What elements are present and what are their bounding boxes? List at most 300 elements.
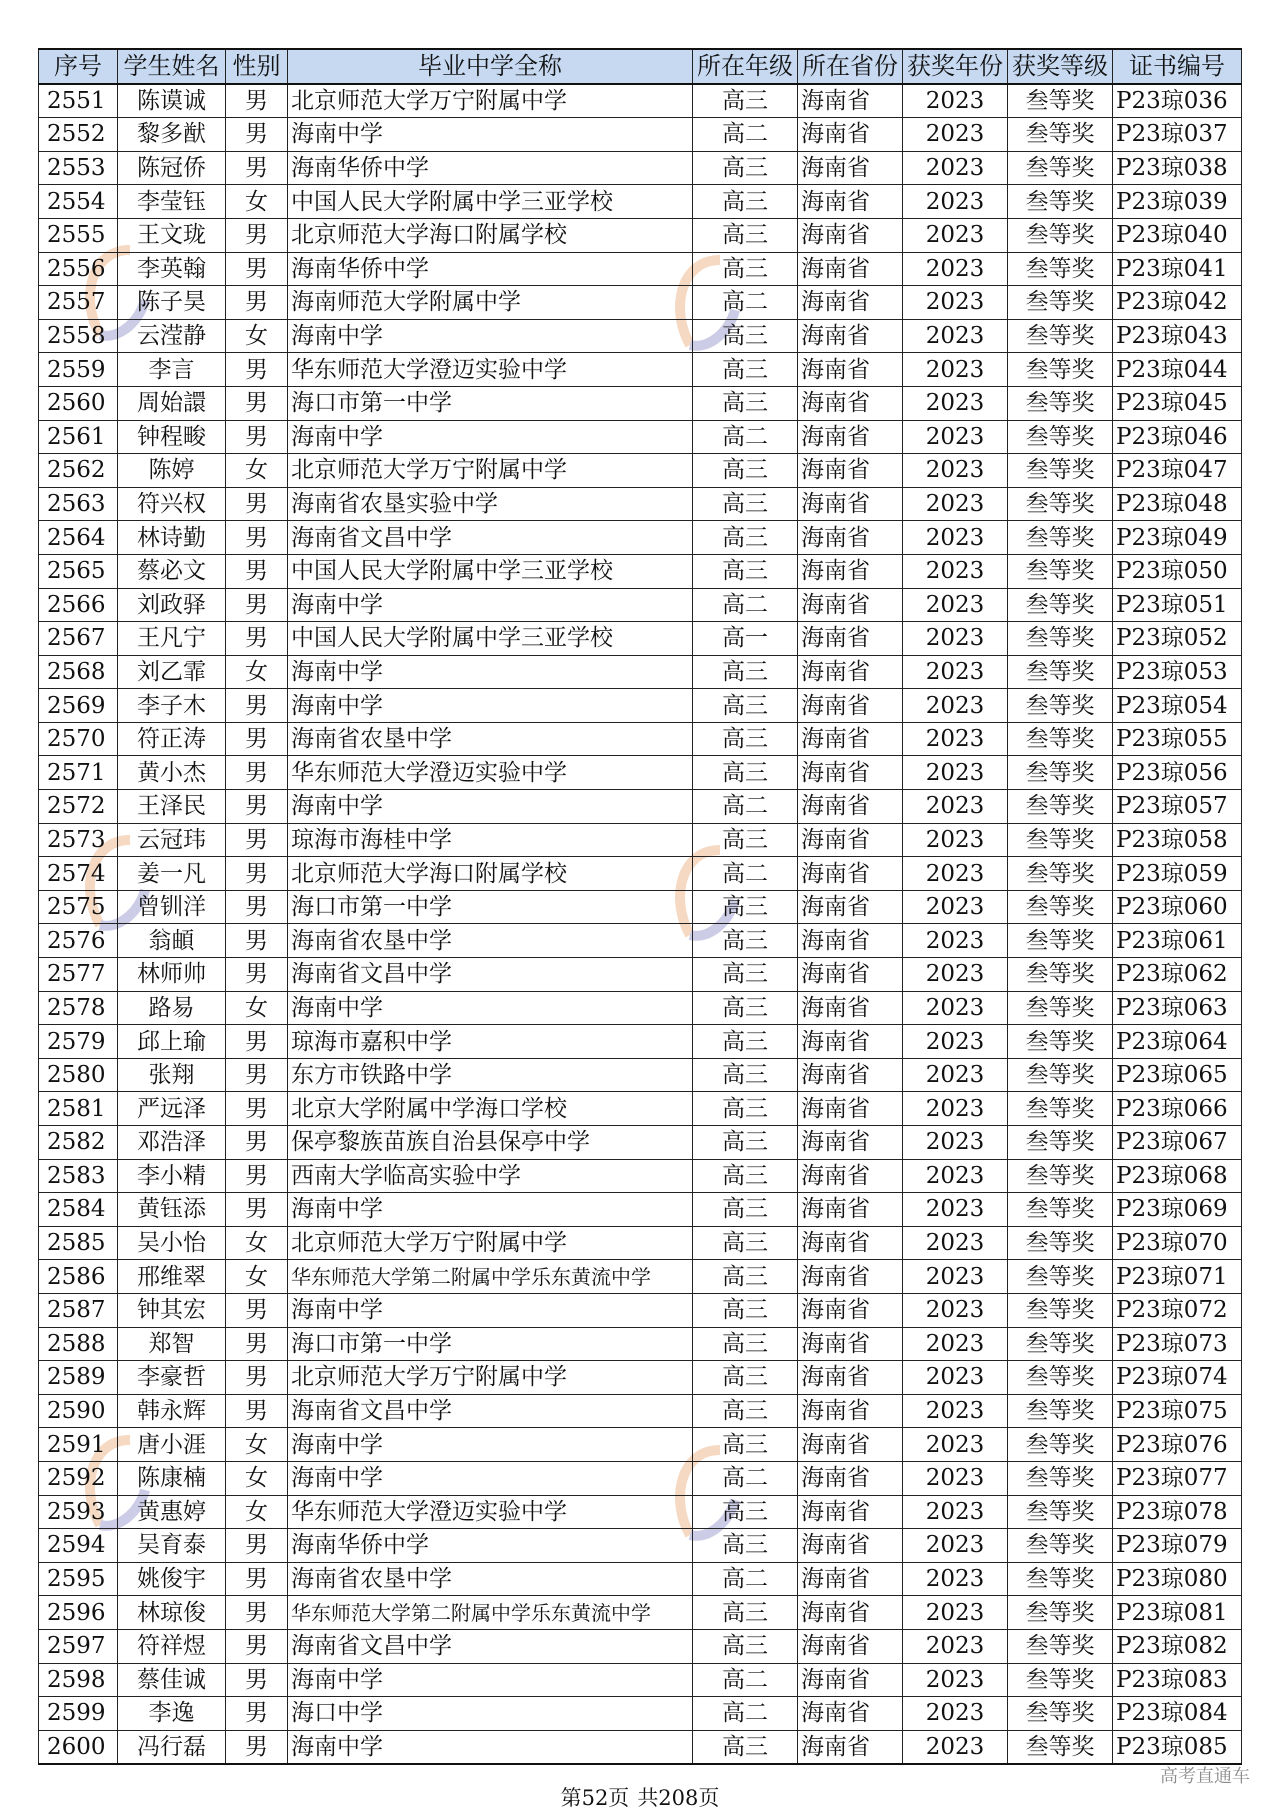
cell-certificate: P23琼048 bbox=[1113, 487, 1242, 521]
cell-gender: 男 bbox=[226, 1293, 288, 1327]
cell-year: 2023 bbox=[903, 521, 1008, 555]
cell-certificate: P23琼061 bbox=[1113, 924, 1242, 958]
cell-year: 2023 bbox=[903, 218, 1008, 252]
cell-gender: 男 bbox=[226, 622, 288, 656]
cell-province: 海南省 bbox=[798, 386, 903, 420]
cell-name: 陈子昊 bbox=[118, 286, 226, 320]
cell-gender: 男 bbox=[226, 1025, 288, 1059]
cell-year: 2023 bbox=[903, 1293, 1008, 1327]
cell-index: 2567 bbox=[39, 622, 118, 656]
cell-gender: 男 bbox=[226, 218, 288, 252]
cell-name: 邱上瑜 bbox=[118, 1025, 226, 1059]
table-header-row bbox=[39, 49, 1242, 84]
cell-school: 海南中学 bbox=[288, 588, 693, 622]
cell-year: 2023 bbox=[903, 924, 1008, 958]
cell-name: 邢维翠 bbox=[118, 1260, 226, 1294]
cell-grade: 高一 bbox=[693, 622, 798, 656]
cell-year: 2023 bbox=[903, 1092, 1008, 1126]
cell-grade: 高三 bbox=[693, 252, 798, 286]
cell-year: 2023 bbox=[903, 722, 1008, 756]
cell-grade: 高三 bbox=[693, 958, 798, 992]
cell-level: 叁等奖 bbox=[1008, 1596, 1113, 1630]
cell-name: 蔡必文 bbox=[118, 554, 226, 588]
cell-province: 海南省 bbox=[798, 521, 903, 555]
cell-level: 叁等奖 bbox=[1008, 319, 1113, 353]
table-row bbox=[39, 84, 1242, 118]
cell-gender: 男 bbox=[226, 554, 288, 588]
cell-school: 海南华侨中学 bbox=[288, 151, 693, 185]
cell-index: 2600 bbox=[39, 1730, 118, 1764]
table-row bbox=[39, 1327, 1242, 1361]
cell-year: 2023 bbox=[903, 823, 1008, 857]
cell-year: 2023 bbox=[903, 353, 1008, 387]
cell-index: 2565 bbox=[39, 554, 118, 588]
cell-index: 2588 bbox=[39, 1327, 118, 1361]
cell-index: 2591 bbox=[39, 1428, 118, 1462]
column-header-grade: 所在年级 bbox=[693, 49, 798, 84]
cell-school: 海南中学 bbox=[288, 118, 693, 152]
cell-grade: 高三 bbox=[693, 554, 798, 588]
cell-school: 海口市第一中学 bbox=[288, 386, 693, 420]
cell-gender: 男 bbox=[226, 689, 288, 723]
cell-province: 海南省 bbox=[798, 890, 903, 924]
cell-grade: 高三 bbox=[693, 1193, 798, 1227]
cell-grade: 高三 bbox=[693, 991, 798, 1025]
cell-grade: 高三 bbox=[693, 1327, 798, 1361]
cell-year: 2023 bbox=[903, 1529, 1008, 1563]
cell-province: 海南省 bbox=[798, 1058, 903, 1092]
cell-name: 张翔 bbox=[118, 1058, 226, 1092]
cell-level: 叁等奖 bbox=[1008, 1159, 1113, 1193]
cell-certificate: P23琼058 bbox=[1113, 823, 1242, 857]
cell-level: 叁等奖 bbox=[1008, 386, 1113, 420]
cell-index: 2573 bbox=[39, 823, 118, 857]
table-row bbox=[39, 218, 1242, 252]
cell-province: 海南省 bbox=[798, 1461, 903, 1495]
cell-index: 2552 bbox=[39, 118, 118, 152]
cell-grade: 高三 bbox=[693, 1092, 798, 1126]
cell-school: 东方市铁路中学 bbox=[288, 1058, 693, 1092]
cell-certificate: P23琼082 bbox=[1113, 1629, 1242, 1663]
cell-year: 2023 bbox=[903, 487, 1008, 521]
cell-school: 海南中学 bbox=[288, 319, 693, 353]
cell-index: 2598 bbox=[39, 1663, 118, 1697]
cell-index: 2597 bbox=[39, 1629, 118, 1663]
cell-certificate: P23琼064 bbox=[1113, 1025, 1242, 1059]
cell-province: 海南省 bbox=[798, 655, 903, 689]
cell-school: 北京大学附属中学海口学校 bbox=[288, 1092, 693, 1126]
cell-province: 海南省 bbox=[798, 1327, 903, 1361]
table-row bbox=[39, 991, 1242, 1025]
table-row bbox=[39, 185, 1242, 219]
cell-school: 北京师范大学万宁附属中学 bbox=[288, 1361, 693, 1395]
cell-year: 2023 bbox=[903, 1394, 1008, 1428]
cell-index: 2553 bbox=[39, 151, 118, 185]
cell-level: 叁等奖 bbox=[1008, 1461, 1113, 1495]
cell-year: 2023 bbox=[903, 1495, 1008, 1529]
cell-province: 海南省 bbox=[798, 958, 903, 992]
cell-school: 海南华侨中学 bbox=[288, 252, 693, 286]
cell-province: 海南省 bbox=[798, 722, 903, 756]
cell-school: 海南省文昌中学 bbox=[288, 1629, 693, 1663]
table-row bbox=[39, 1495, 1242, 1529]
cell-index: 2570 bbox=[39, 722, 118, 756]
cell-school: 海南中学 bbox=[288, 991, 693, 1025]
cell-certificate: P23琼073 bbox=[1113, 1327, 1242, 1361]
cell-certificate: P23琼079 bbox=[1113, 1529, 1242, 1563]
cell-school: 海南中学 bbox=[288, 1428, 693, 1462]
cell-certificate: P23琼054 bbox=[1113, 689, 1242, 723]
cell-name: 云冠玮 bbox=[118, 823, 226, 857]
cell-province: 海南省 bbox=[798, 1394, 903, 1428]
cell-year: 2023 bbox=[903, 185, 1008, 219]
cell-index: 2559 bbox=[39, 353, 118, 387]
cell-year: 2023 bbox=[903, 1226, 1008, 1260]
table-row bbox=[39, 655, 1242, 689]
cell-gender: 男 bbox=[226, 1529, 288, 1563]
cell-level: 叁等奖 bbox=[1008, 1126, 1113, 1160]
cell-level: 叁等奖 bbox=[1008, 1025, 1113, 1059]
cell-index: 2551 bbox=[39, 84, 118, 118]
cell-gender: 女 bbox=[226, 991, 288, 1025]
cell-school: 北京师范大学万宁附属中学 bbox=[288, 84, 693, 118]
cell-province: 海南省 bbox=[798, 1596, 903, 1630]
cell-name: 李小精 bbox=[118, 1159, 226, 1193]
cell-school: 海南中学 bbox=[288, 790, 693, 824]
cell-province: 海南省 bbox=[798, 857, 903, 891]
table-row bbox=[39, 454, 1242, 488]
cell-school: 海南中学 bbox=[288, 1193, 693, 1227]
cell-certificate: P23琼076 bbox=[1113, 1428, 1242, 1462]
cell-province: 海南省 bbox=[798, 1428, 903, 1462]
cell-year: 2023 bbox=[903, 454, 1008, 488]
table-row bbox=[39, 1226, 1242, 1260]
cell-certificate: P23琼067 bbox=[1113, 1126, 1242, 1160]
cell-index: 2590 bbox=[39, 1394, 118, 1428]
cell-grade: 高三 bbox=[693, 218, 798, 252]
table-row bbox=[39, 1697, 1242, 1731]
cell-level: 叁等奖 bbox=[1008, 890, 1113, 924]
cell-year: 2023 bbox=[903, 286, 1008, 320]
cell-year: 2023 bbox=[903, 655, 1008, 689]
cell-certificate: P23琼077 bbox=[1113, 1461, 1242, 1495]
table-row bbox=[39, 958, 1242, 992]
cell-grade: 高三 bbox=[693, 1025, 798, 1059]
cell-grade: 高三 bbox=[693, 1126, 798, 1160]
cell-year: 2023 bbox=[903, 890, 1008, 924]
cell-level: 叁等奖 bbox=[1008, 218, 1113, 252]
cell-year: 2023 bbox=[903, 1260, 1008, 1294]
cell-level: 叁等奖 bbox=[1008, 286, 1113, 320]
cell-index: 2576 bbox=[39, 924, 118, 958]
cell-gender: 男 bbox=[226, 890, 288, 924]
cell-name: 刘政驿 bbox=[118, 588, 226, 622]
cell-school: 北京师范大学万宁附属中学 bbox=[288, 1226, 693, 1260]
column-header-province: 所在省份 bbox=[798, 49, 903, 84]
cell-name: 吴育泰 bbox=[118, 1529, 226, 1563]
cell-year: 2023 bbox=[903, 1428, 1008, 1462]
cell-gender: 男 bbox=[226, 1159, 288, 1193]
cell-name: 唐小涯 bbox=[118, 1428, 226, 1462]
cell-school: 海南省农垦中学 bbox=[288, 924, 693, 958]
cell-name: 蔡佳诚 bbox=[118, 1663, 226, 1697]
table-row bbox=[39, 151, 1242, 185]
cell-grade: 高三 bbox=[693, 1629, 798, 1663]
cell-level: 叁等奖 bbox=[1008, 991, 1113, 1025]
cell-gender: 男 bbox=[226, 386, 288, 420]
cell-school: 海南省农垦中学 bbox=[288, 722, 693, 756]
cell-province: 海南省 bbox=[798, 353, 903, 387]
cell-year: 2023 bbox=[903, 84, 1008, 118]
cell-certificate: P23琼045 bbox=[1113, 386, 1242, 420]
cell-index: 2572 bbox=[39, 790, 118, 824]
cell-certificate: P23琼070 bbox=[1113, 1226, 1242, 1260]
cell-index: 2584 bbox=[39, 1193, 118, 1227]
cell-school: 海南中学 bbox=[288, 1293, 693, 1327]
table-row bbox=[39, 1529, 1242, 1563]
cell-certificate: P23琼068 bbox=[1113, 1159, 1242, 1193]
cell-gender: 女 bbox=[226, 1495, 288, 1529]
cell-gender: 男 bbox=[226, 1596, 288, 1630]
cell-index: 2577 bbox=[39, 958, 118, 992]
cell-grade: 高二 bbox=[693, 1461, 798, 1495]
cell-school: 海南师范大学附属中学 bbox=[288, 286, 693, 320]
cell-school: 西南大学临高实验中学 bbox=[288, 1159, 693, 1193]
cell-school: 琼海市嘉积中学 bbox=[288, 1025, 693, 1059]
cell-gender: 女 bbox=[226, 1260, 288, 1294]
table-row bbox=[39, 1193, 1242, 1227]
cell-level: 叁等奖 bbox=[1008, 454, 1113, 488]
cell-index: 2557 bbox=[39, 286, 118, 320]
table-body bbox=[39, 84, 1242, 1765]
cell-index: 2581 bbox=[39, 1092, 118, 1126]
cell-grade: 高三 bbox=[693, 454, 798, 488]
cell-gender: 男 bbox=[226, 1327, 288, 1361]
award-table-container bbox=[38, 48, 1241, 1765]
cell-gender: 男 bbox=[226, 823, 288, 857]
cell-year: 2023 bbox=[903, 1629, 1008, 1663]
cell-grade: 高三 bbox=[693, 1293, 798, 1327]
cell-index: 2585 bbox=[39, 1226, 118, 1260]
cell-gender: 男 bbox=[226, 1058, 288, 1092]
cell-level: 叁等奖 bbox=[1008, 252, 1113, 286]
cell-grade: 高二 bbox=[693, 118, 798, 152]
cell-grade: 高三 bbox=[693, 1495, 798, 1529]
cell-year: 2023 bbox=[903, 790, 1008, 824]
cell-gender: 女 bbox=[226, 1226, 288, 1260]
cell-grade: 高二 bbox=[693, 790, 798, 824]
cell-school: 海南中学 bbox=[288, 1663, 693, 1697]
cell-grade: 高三 bbox=[693, 1361, 798, 1395]
cell-gender: 女 bbox=[226, 655, 288, 689]
cell-gender: 男 bbox=[226, 958, 288, 992]
table-row bbox=[39, 823, 1242, 857]
table-row bbox=[39, 1126, 1242, 1160]
cell-certificate: P23琼038 bbox=[1113, 151, 1242, 185]
cell-province: 海南省 bbox=[798, 1629, 903, 1663]
cell-gender: 男 bbox=[226, 151, 288, 185]
cell-province: 海南省 bbox=[798, 151, 903, 185]
cell-gender: 男 bbox=[226, 722, 288, 756]
cell-certificate: P23琼081 bbox=[1113, 1596, 1242, 1630]
cell-name: 李豪哲 bbox=[118, 1361, 226, 1395]
cell-name: 云滢静 bbox=[118, 319, 226, 353]
cell-level: 叁等奖 bbox=[1008, 1562, 1113, 1596]
award-table bbox=[38, 48, 1242, 1765]
column-header-level: 获奖等级 bbox=[1008, 49, 1113, 84]
cell-name: 钟程畯 bbox=[118, 420, 226, 454]
cell-school: 海南中学 bbox=[288, 1461, 693, 1495]
cell-grade: 高三 bbox=[693, 722, 798, 756]
cell-school: 海口中学 bbox=[288, 1697, 693, 1731]
cell-level: 叁等奖 bbox=[1008, 185, 1113, 219]
cell-certificate: P23琼065 bbox=[1113, 1058, 1242, 1092]
cell-certificate: P23琼084 bbox=[1113, 1697, 1242, 1731]
cell-level: 叁等奖 bbox=[1008, 790, 1113, 824]
cell-gender: 男 bbox=[226, 588, 288, 622]
cell-province: 海南省 bbox=[798, 1092, 903, 1126]
cell-grade: 高二 bbox=[693, 1562, 798, 1596]
table-row bbox=[39, 588, 1242, 622]
cell-school: 中国人民大学附属中学三亚学校 bbox=[288, 185, 693, 219]
cell-school: 北京师范大学海口附属学校 bbox=[288, 857, 693, 891]
cell-year: 2023 bbox=[903, 857, 1008, 891]
cell-gender: 女 bbox=[226, 185, 288, 219]
table-row bbox=[39, 420, 1242, 454]
cell-certificate: P23琼056 bbox=[1113, 756, 1242, 790]
cell-grade: 高三 bbox=[693, 924, 798, 958]
cell-level: 叁等奖 bbox=[1008, 1327, 1113, 1361]
table-row bbox=[39, 487, 1242, 521]
cell-gender: 女 bbox=[226, 454, 288, 488]
cell-index: 2574 bbox=[39, 857, 118, 891]
cell-certificate: P23琼075 bbox=[1113, 1394, 1242, 1428]
cell-index: 2556 bbox=[39, 252, 118, 286]
cell-province: 海南省 bbox=[798, 420, 903, 454]
cell-index: 2587 bbox=[39, 1293, 118, 1327]
cell-year: 2023 bbox=[903, 1193, 1008, 1227]
cell-certificate: P23琼046 bbox=[1113, 420, 1242, 454]
page-number: 第52页 bbox=[560, 1786, 630, 1810]
cell-school: 中国人民大学附属中学三亚学校 bbox=[288, 554, 693, 588]
cell-name: 林琼俊 bbox=[118, 1596, 226, 1630]
cell-certificate: P23琼036 bbox=[1113, 84, 1242, 118]
cell-province: 海南省 bbox=[798, 118, 903, 152]
cell-certificate: P23琼043 bbox=[1113, 319, 1242, 353]
cell-name: 钟其宏 bbox=[118, 1293, 226, 1327]
cell-level: 叁等奖 bbox=[1008, 353, 1113, 387]
cell-year: 2023 bbox=[903, 1461, 1008, 1495]
cell-grade: 高三 bbox=[693, 1394, 798, 1428]
cell-certificate: P23琼078 bbox=[1113, 1495, 1242, 1529]
cell-grade: 高三 bbox=[693, 1596, 798, 1630]
cell-name: 黎多猷 bbox=[118, 118, 226, 152]
cell-grade: 高三 bbox=[693, 1159, 798, 1193]
cell-index: 2566 bbox=[39, 588, 118, 622]
cell-index: 2596 bbox=[39, 1596, 118, 1630]
cell-name: 吴小怡 bbox=[118, 1226, 226, 1260]
cell-school: 海南省文昌中学 bbox=[288, 958, 693, 992]
cell-school: 华东师范大学澄迈实验中学 bbox=[288, 756, 693, 790]
cell-gender: 男 bbox=[226, 790, 288, 824]
cell-gender: 男 bbox=[226, 924, 288, 958]
cell-grade: 高三 bbox=[693, 84, 798, 118]
cell-index: 2582 bbox=[39, 1126, 118, 1160]
cell-province: 海南省 bbox=[798, 454, 903, 488]
cell-school: 海口市第一中学 bbox=[288, 890, 693, 924]
table-row bbox=[39, 1596, 1242, 1630]
cell-level: 叁等奖 bbox=[1008, 622, 1113, 656]
cell-year: 2023 bbox=[903, 756, 1008, 790]
cell-year: 2023 bbox=[903, 118, 1008, 152]
cell-level: 叁等奖 bbox=[1008, 118, 1113, 152]
cell-year: 2023 bbox=[903, 554, 1008, 588]
cell-certificate: P23琼066 bbox=[1113, 1092, 1242, 1126]
page-footer bbox=[0, 1782, 1280, 1812]
cell-name: 姜一凡 bbox=[118, 857, 226, 891]
cell-grade: 高三 bbox=[693, 1226, 798, 1260]
cell-index: 2564 bbox=[39, 521, 118, 555]
cell-province: 海南省 bbox=[798, 1495, 903, 1529]
cell-province: 海南省 bbox=[798, 1730, 903, 1764]
cell-index: 2595 bbox=[39, 1562, 118, 1596]
cell-level: 叁等奖 bbox=[1008, 1697, 1113, 1731]
cell-grade: 高二 bbox=[693, 857, 798, 891]
cell-gender: 男 bbox=[226, 1663, 288, 1697]
cell-year: 2023 bbox=[903, 1596, 1008, 1630]
cell-index: 2561 bbox=[39, 420, 118, 454]
cell-school: 北京师范大学万宁附属中学 bbox=[288, 454, 693, 488]
cell-province: 海南省 bbox=[798, 487, 903, 521]
cell-school: 北京师范大学海口附属学校 bbox=[288, 218, 693, 252]
cell-level: 叁等奖 bbox=[1008, 521, 1113, 555]
cell-gender: 男 bbox=[226, 1361, 288, 1395]
cell-gender: 男 bbox=[226, 756, 288, 790]
cell-level: 叁等奖 bbox=[1008, 1663, 1113, 1697]
cell-certificate: P23琼039 bbox=[1113, 185, 1242, 219]
cell-grade: 高三 bbox=[693, 521, 798, 555]
cell-certificate: P23琼063 bbox=[1113, 991, 1242, 1025]
cell-province: 海南省 bbox=[798, 991, 903, 1025]
cell-school: 海南中学 bbox=[288, 1730, 693, 1764]
cell-name: 符祥煜 bbox=[118, 1629, 226, 1663]
cell-province: 海南省 bbox=[798, 218, 903, 252]
cell-certificate: P23琼085 bbox=[1113, 1730, 1242, 1764]
cell-gender: 男 bbox=[226, 1092, 288, 1126]
cell-province: 海南省 bbox=[798, 1193, 903, 1227]
table-row bbox=[39, 118, 1242, 152]
cell-level: 叁等奖 bbox=[1008, 487, 1113, 521]
cell-certificate: P23琼059 bbox=[1113, 857, 1242, 891]
cell-year: 2023 bbox=[903, 588, 1008, 622]
cell-level: 叁等奖 bbox=[1008, 588, 1113, 622]
cell-certificate: P23琼057 bbox=[1113, 790, 1242, 824]
table-row bbox=[39, 1025, 1242, 1059]
table-row bbox=[39, 1428, 1242, 1462]
cell-school: 华东师范大学第二附属中学乐东黄流中学 bbox=[288, 1596, 693, 1630]
table-row bbox=[39, 1461, 1242, 1495]
cell-province: 海南省 bbox=[798, 1260, 903, 1294]
cell-certificate: P23琼047 bbox=[1113, 454, 1242, 488]
cell-province: 海南省 bbox=[798, 319, 903, 353]
cell-level: 叁等奖 bbox=[1008, 1495, 1113, 1529]
cell-year: 2023 bbox=[903, 319, 1008, 353]
cell-grade: 高三 bbox=[693, 151, 798, 185]
cell-level: 叁等奖 bbox=[1008, 1293, 1113, 1327]
cell-province: 海南省 bbox=[798, 1663, 903, 1697]
cell-year: 2023 bbox=[903, 1126, 1008, 1160]
cell-grade: 高三 bbox=[693, 353, 798, 387]
